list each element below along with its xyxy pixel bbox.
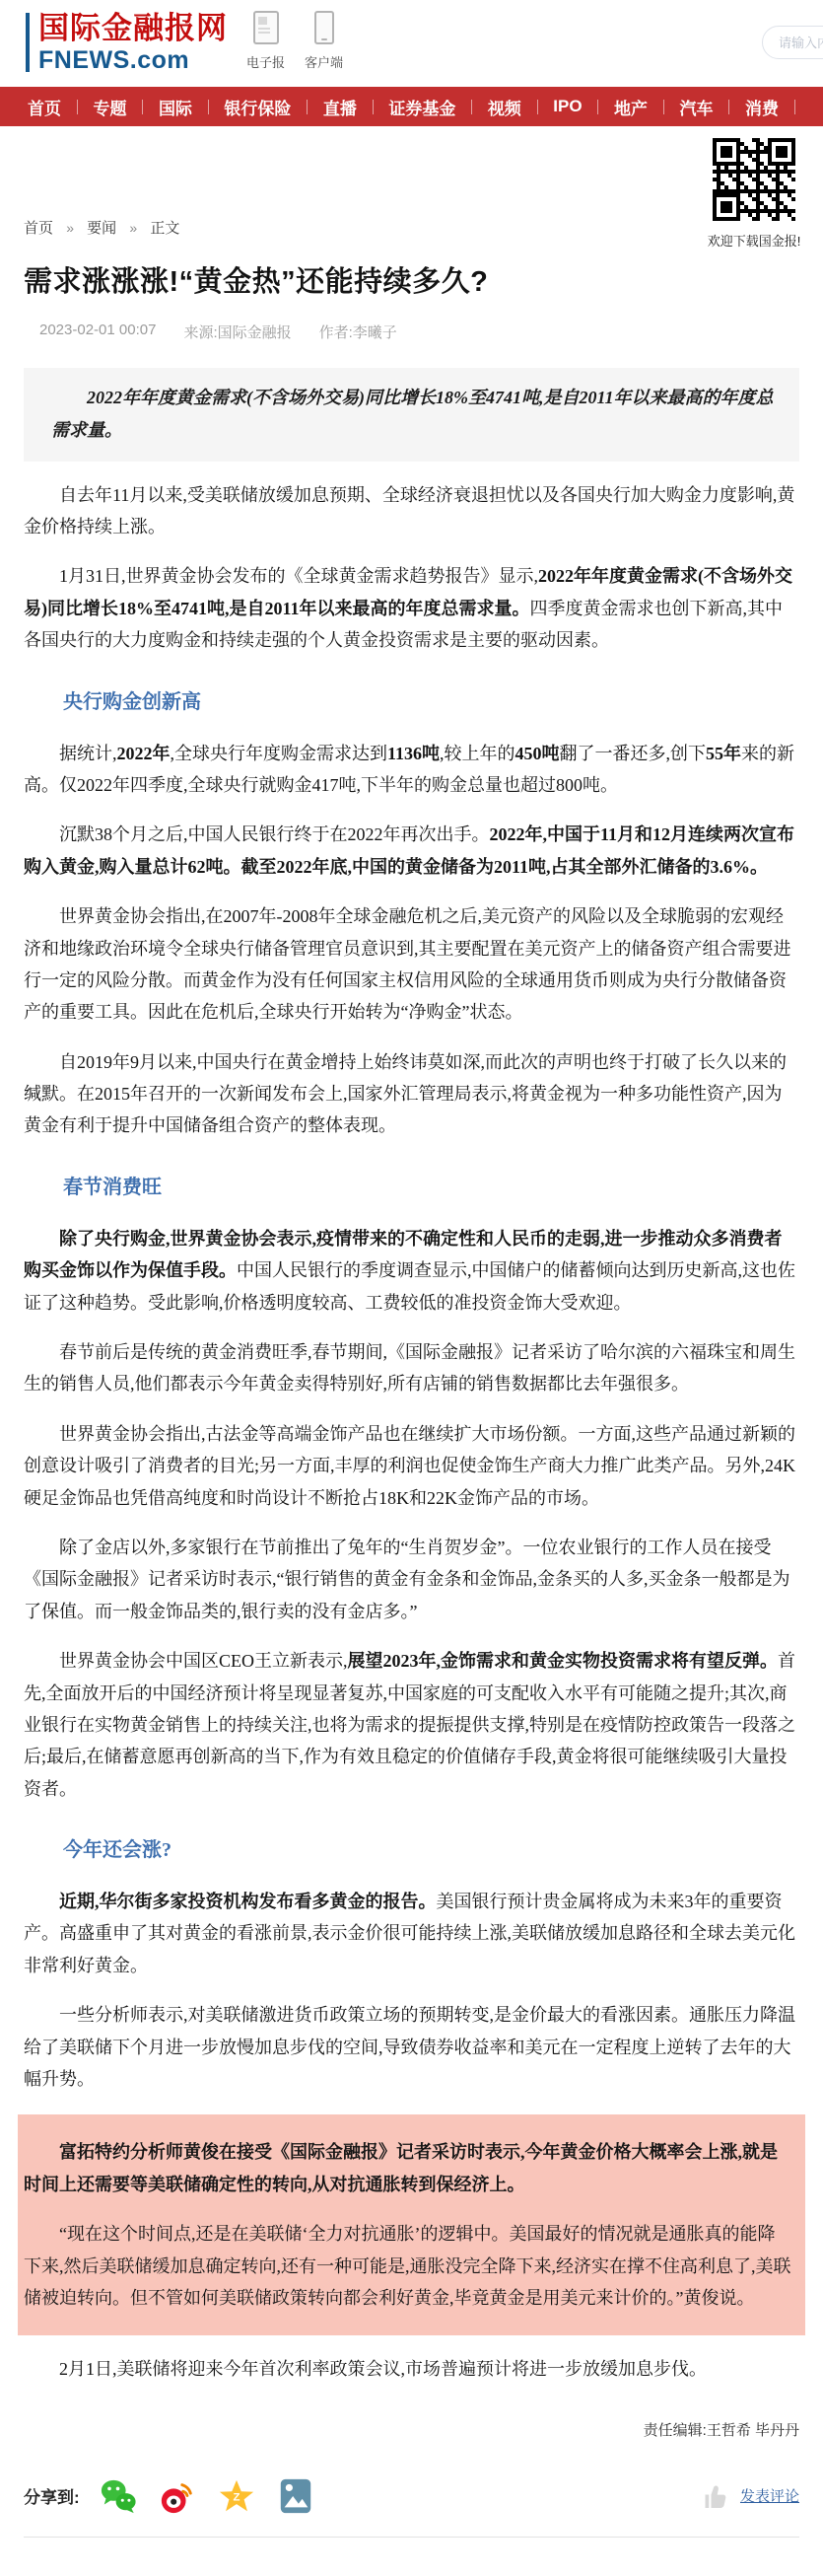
article-paragraph: 世界黄金协会指出,在2007年-2008年全球金融危机之后,美元资产的风险以及全球脆弱的宏观经济和地缘政治环境令全球央行储备管理官员意识到,其主要配置在美元资产上的储备资产组合需要进行一定的风险分散。而黄金作为没有任何国家主权信用风险的全球通用货币则成为央行分散储备资产的重要工具。因此在危机后,全球央行开始转为“净购金”状态。 xyxy=(24,906,791,1023)
article-paragraph: 世界黄金协会中国区CEO王立新表示,展望2023年,金饰需求和黄金实物投资需求将有望反弹。首先,全面放开后的中国经济预计将呈现显著复苏,中国家庭的可支配收入水平有可能随之提升;其次,商业银行在实物黄金销售上的持续关注,也将为需求的提振提供支撑,特别是在疫情防控政策告一段落之后;最后,在储蓄意愿再创新高的当下,作为有效且稳定的价值储存手段,黄金将很可能继续吸引大量投资者。 xyxy=(24,1651,795,1799)
svg-text:Z: Z xyxy=(233,2491,240,2504)
article-lead: 2022年年度黄金需求(不含场外交易)同比增长18%至4741吨,是自2011年以来最高的年度总需求量。 xyxy=(24,368,799,462)
nav-item[interactable]: 专题 xyxy=(93,99,127,118)
nav-item[interactable]: 地产 xyxy=(614,99,649,118)
article-paragraph: 自2019年9月以来,中国央行在黄金增持上始终讳莫如深,而此次的声明也终于打破了长久以来的缄默。在2015年召开的一次新闻发布会上,国家外汇管理局表示,将黄金视为一种多功能性资产,因为黄金有利于提升中国储备组合资产的整体表现。 xyxy=(24,1051,787,1136)
qr-caption: 欢迎下载国金报! xyxy=(707,234,801,249)
weibo-icon[interactable] xyxy=(159,2477,196,2515)
wechat-icon[interactable] xyxy=(100,2477,137,2515)
nav-divider xyxy=(794,100,795,114)
epaper-label: 电子报 xyxy=(246,55,286,70)
header-apps xyxy=(246,11,343,71)
editor-line: 责任编辑:王哲希 毕丹丹 xyxy=(643,2421,799,2439)
nav-item[interactable]: 视频 xyxy=(487,99,521,118)
article-author: 作者:李曦子 xyxy=(318,324,397,341)
breadcrumb-separator: » xyxy=(66,220,74,236)
nav-divider xyxy=(142,100,143,114)
article-paragraph: 沉默38个月之后,中国人民银行终于在2022年再次出手。2022年,中国于11月和12月连续两次宣布购入黄金,购入量总计62吨。截至2022年底,中国的黄金储备为2011吨,占其全部外汇储备的3.6%。 xyxy=(24,824,795,877)
article-body xyxy=(24,479,799,2386)
highlight-block xyxy=(18,2114,805,2335)
qr-block xyxy=(707,138,801,250)
qzone-icon[interactable] xyxy=(218,2477,255,2515)
logo-bar xyxy=(26,13,30,72)
breadcrumb-current: 正文 xyxy=(150,220,180,237)
nav-divider xyxy=(77,100,78,114)
article-meta xyxy=(39,322,799,342)
epaper-link[interactable] xyxy=(246,11,285,71)
nav-item[interactable]: 国际 xyxy=(158,99,192,118)
picture-icon[interactable] xyxy=(277,2477,314,2515)
nav-divider xyxy=(728,100,729,114)
nav-divider xyxy=(471,100,472,114)
search-input[interactable] xyxy=(762,26,823,59)
breadcrumb-section[interactable]: 要闻 xyxy=(87,220,117,237)
share-right xyxy=(701,2481,799,2511)
client-link[interactable] xyxy=(305,11,343,71)
nav-divider xyxy=(307,100,308,114)
nav-item[interactable]: 汽车 xyxy=(679,99,714,118)
share-label: 分享到: xyxy=(24,2488,80,2508)
section-heading: 央行购金创新高 xyxy=(63,690,201,713)
article-paragraph: 除了央行购金,世界黄金协会表示,疫情带来的不确定性和人民币的走弱,进一步推动众多消费者购买金饰以作为保值手段。中国人民银行的季度调查显示,中国储户的储蓄倾向达到历史新高,这也佐证了这种趋势。受此影响,价格透明度较高、工费较低的准投资金饰大受欢迎。 xyxy=(24,1228,795,1313)
client-label: 客户端 xyxy=(305,55,344,70)
comment-link[interactable]: 发表评论 xyxy=(739,2488,799,2506)
breadcrumb xyxy=(24,126,799,238)
nav-item[interactable]: 银行保险 xyxy=(224,99,292,118)
section-heading: 今年还会涨? xyxy=(63,1839,171,1862)
section-heading: 春节消费旺 xyxy=(63,1176,162,1198)
article-title: 需求涨涨涨!“黄金热”还能持续多久? xyxy=(24,266,489,298)
article-paragraph: 富拓特约分析师黄俊在接受《国际金融报》记者采访时表示,今年黄金价格大概率会上涨,就是时间上还需要等美联储确定性的转向,从对抗通胀转到保经济上。 xyxy=(24,2142,778,2194)
nav-item[interactable]: 消费 xyxy=(744,99,779,118)
article-paragraph: 除了金店以外,多家银行在节前推出了兔年的“生肖贺岁金”。一位农业银行的工作人员在接受《国际金融报》记者采访时表示,“银行销售的黄金有金条和金饰品,金条买的人多,买金条一般都是为了保值。而一般金饰品类的,银行卖的没有金店多。” xyxy=(24,1537,790,1621)
article-paragraph: 春节前后是传统的黄金消费旺季,春节期间,《国际金融报》记者采访了哈尔滨的六福珠宝和周生生的销售人员,他们都表示今年黄金卖得特别好,所有店铺的销售数据都比去年强很多。 xyxy=(24,1342,795,1395)
nav-item[interactable]: 直播 xyxy=(322,99,357,118)
share-icons xyxy=(100,2477,314,2515)
article-paragraph: 世界黄金协会指出,古法金等高端金饰产品也在继续扩大市场份额。一方面,这些产品通过新颖的创意设计吸引了消费者的目光;另一方面,丰厚的利润也促使金饰生产商大力推广此类产品。另外,24K硬足金饰品也凭借高纯度和时尚设计不断抢占18K和22K金饰产品的市场。 xyxy=(24,1423,795,1508)
logo-cn: 国际金融报网 xyxy=(38,11,228,45)
nav-item[interactable]: 首页 xyxy=(28,99,61,118)
nav-divider xyxy=(537,100,538,114)
article-paragraph: 自去年11月以来,受美联储放缓加息预期、全球经济衰退担忧以及各国央行加大购金力度影响,黄金价格持续上涨。 xyxy=(24,484,795,537)
article-paragraph: “现在这个时间点,还是在美联储‘全力对抗通胀’的逻辑中。美国最好的情况就是通胀真的能降下来,然后美联储缓加息确定转向,还有一种可能是,通胀没完全降下来,经济实在撑不住高利息了,美联储被迫转向。但不管如何美联储政策转向都会利好黄金,毕竟黄金是用美元来计价的。”黄俊说。 xyxy=(24,2224,791,2308)
like-icon[interactable] xyxy=(701,2481,730,2511)
share-bar xyxy=(24,2477,799,2538)
qr-code xyxy=(713,138,795,221)
article-source: 来源:国际金融报 xyxy=(183,324,292,341)
article-paragraph: 据统计,2022年,全球央行年度购金需求达到1136吨,较上年的450吨翻了一番还多,创下55年来的新高。仅2022年四季度,全球央行就购金417吨,下半年的购金总量也超过800吨。 xyxy=(24,743,795,795)
site-logo[interactable] xyxy=(26,13,228,73)
nav-bar xyxy=(0,87,823,126)
article-paragraph: 一些分析师表示,对美联储激进货币政策立场的预期转变,是金价最大的看涨因素。通胀压力降温给了美联储下个月进一步放慢加息步伐的空间,导致债券收益率和美元在一定程度上逆转了去年的大幅升势。 xyxy=(24,2005,795,2090)
breadcrumb-home[interactable]: 首页 xyxy=(24,220,54,237)
client-icon xyxy=(314,11,334,44)
nav-item[interactable]: IPO xyxy=(553,97,583,115)
article-paragraph: 1月31日,世界黄金协会发布的《全球黄金需求趋势报告》显示,2022年年度黄金需求(不含场外交易)同比增长18%至4741吨,是自2011年以来最高的年度总需求量。四季度黄金需求也创下新高,其中各国央行的大力度购金和持续走强的个人黄金投资需求是主要的驱动因素。 xyxy=(24,566,792,651)
epaper-icon xyxy=(253,11,279,44)
publish-time: 2023-02-01 00:07 xyxy=(39,322,157,338)
article-paragraph: 近期,华尔街多家投资机构发布看多黄金的报告。美国银行预计贵金属将成为未来3年的重要资产。高盛重申了其对黄金的看涨前景,表示金价很可能持续上涨,美联储放缓加息路径和全球去美元化非常利好黄金。 xyxy=(24,1892,795,1975)
breadcrumb-separator: » xyxy=(129,220,138,236)
nav-divider xyxy=(373,100,374,114)
nav-divider xyxy=(663,100,664,114)
site-header xyxy=(0,0,823,87)
article-paragraph: 2月1日,美联储将迎来今年首次利率政策会议,市场普遍预计将进一步放缓加息步伐。 xyxy=(59,2359,707,2380)
nav-divider xyxy=(597,100,598,114)
article-page xyxy=(0,126,823,2538)
nav-divider xyxy=(208,100,209,114)
logo-en: FNEWS.com xyxy=(38,45,190,74)
nav-item[interactable]: 证券基金 xyxy=(388,99,456,118)
